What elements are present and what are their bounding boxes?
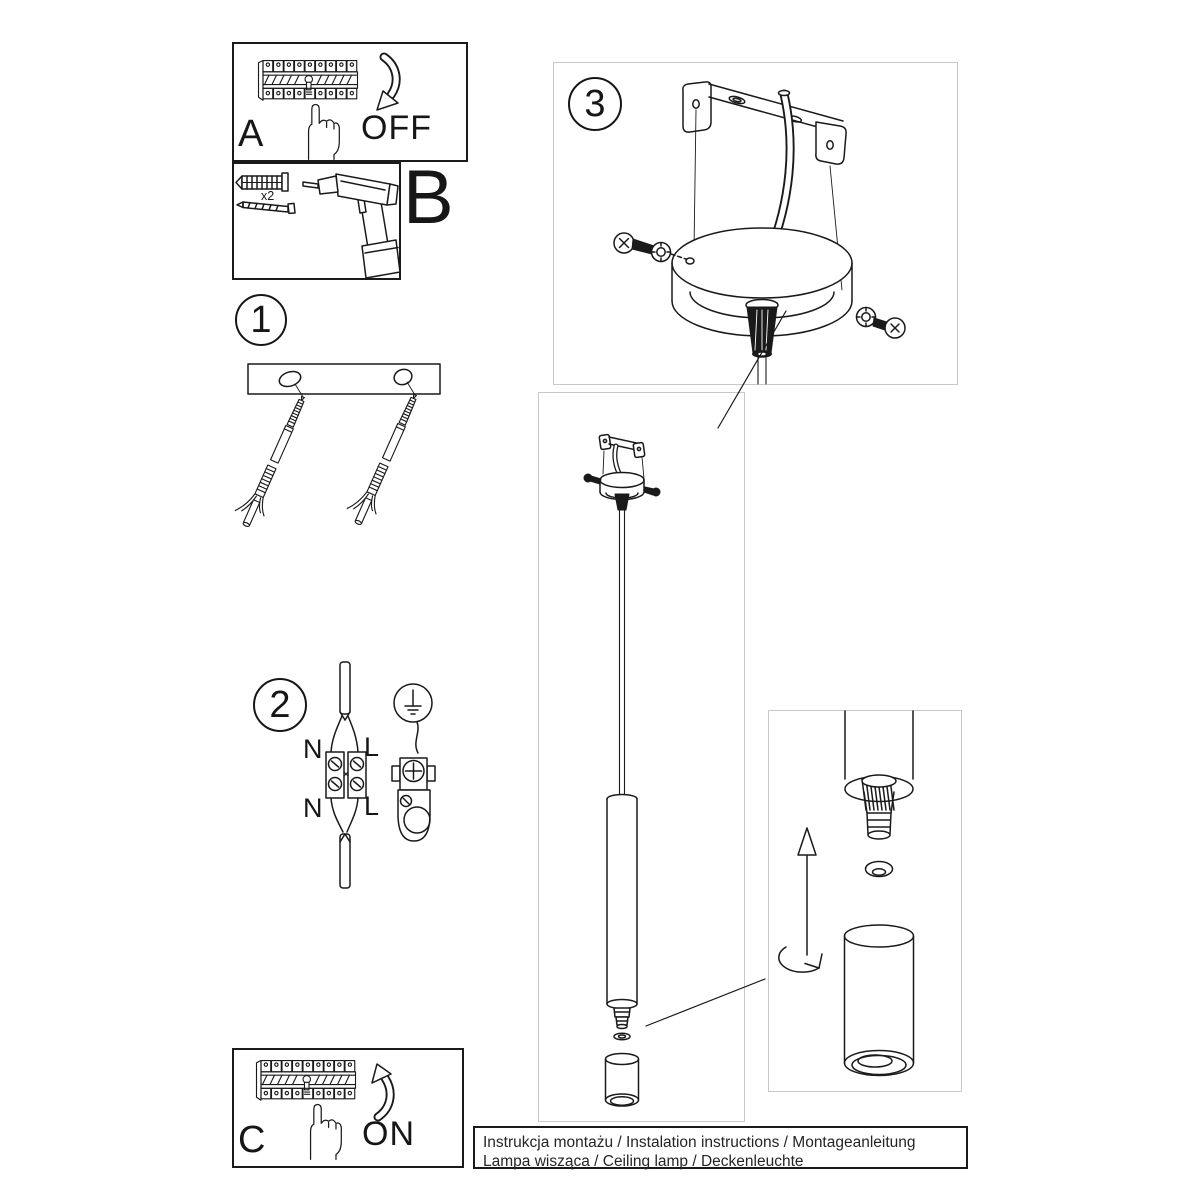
bulb-icon [614,1033,630,1039]
step-2-badge [253,678,307,732]
anchor-screw-right-icon [343,382,426,529]
step-b-label: B [403,155,454,240]
step-1-number: 1 [250,298,272,341]
step-1-badge [235,294,287,346]
title-line-1: Instrukcja montażu / Instalation instructions / Montageanleitung [483,1134,916,1151]
wire-n-bottom-label: N [303,793,323,823]
breaker-panel-a-icon [259,61,358,101]
wire-l-bottom-label: L [364,791,380,821]
canopy-screw-right-icon [857,308,906,339]
pendant-canopy-icon [584,473,660,511]
anchor-screw-left-icon [231,384,314,531]
hand-press-icon-c [311,1104,342,1159]
wire-l-top-label: L [364,732,380,762]
title-line-2: Lampa wisząca / Ceiling lamp / Deckenleuchte [483,1153,804,1170]
mains-cable-top-icon [331,662,358,752]
drill-icon [303,174,400,278]
anchor-quantity-label: x2 [261,189,275,203]
step-3-number: 3 [584,82,606,125]
shade-detail-icon [845,925,914,1076]
terminal-block-icon [326,752,366,798]
wire-n-top-label: N [303,734,323,764]
step-3-badge [568,77,622,131]
arrow-up-icon [798,828,816,955]
lamp-tube-icon [607,795,637,1029]
on-label: ON [362,1115,415,1153]
leader-line-shade [646,979,765,1026]
mains-cable-bottom-icon [331,798,358,888]
breaker-panel-c-icon [257,1061,356,1101]
off-arrow-icon [377,57,398,110]
step-2-number: 2 [269,683,291,726]
bulb-detail-icon [866,862,893,877]
ground-clamp-icon [392,722,435,841]
step-a-label: A [238,113,264,155]
step-c-label: C [238,1119,266,1161]
ground-symbol-icon [394,684,432,722]
tube-thread-detail-icon [845,711,913,839]
shade-small-icon [606,1054,639,1107]
on-arrow-icon [372,1064,391,1117]
rotate-arrow-icon [779,947,822,972]
pendant-cable-icon [620,510,625,794]
title-block [473,1126,968,1169]
hand-press-icon [309,104,340,159]
off-label: OFF [361,109,432,147]
ceiling-bracket-icon [683,82,846,164]
screw-icon [237,202,295,213]
